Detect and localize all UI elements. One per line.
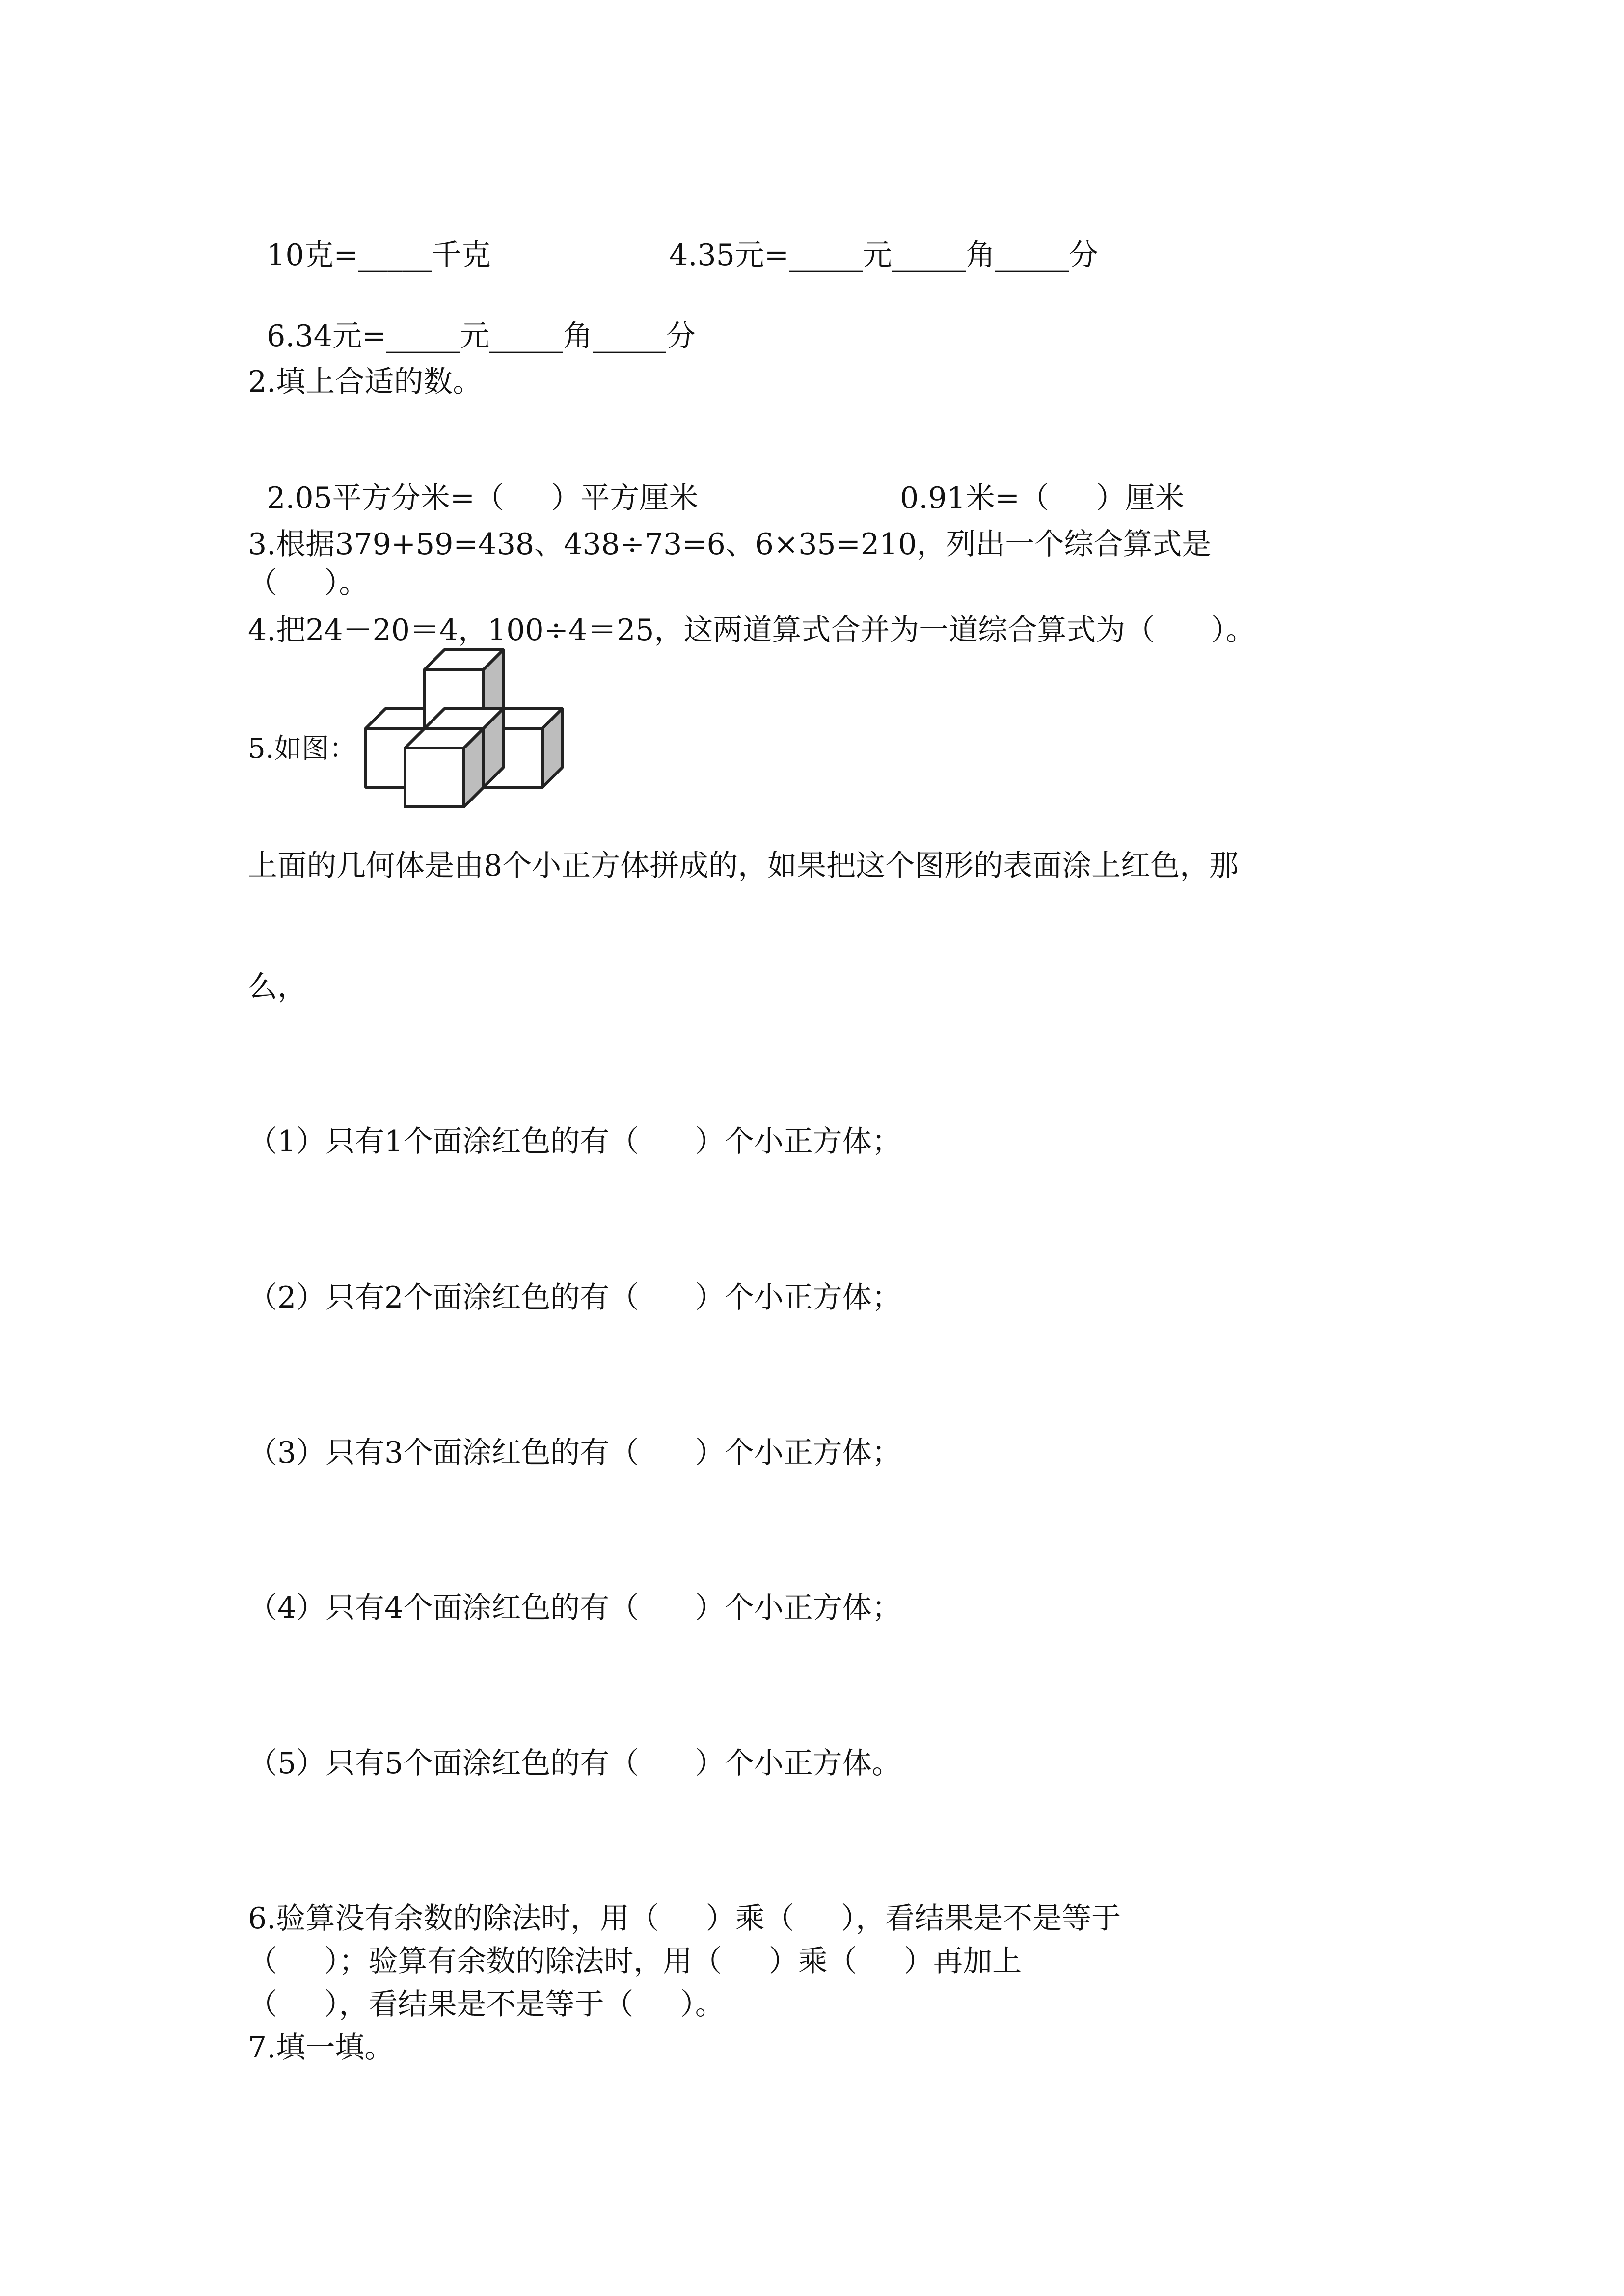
yuan-435: 4.35元=_____元_____角_____分 xyxy=(669,238,1099,272)
question-5-item-1: （1）只有1个面涂红色的有（ ）个小正方体； xyxy=(248,1124,901,1159)
yuan-634: 6.34元=_____元_____角_____分 xyxy=(267,319,696,353)
grams-to-kg: 10克=_____千克 xyxy=(267,238,491,272)
cube-front-face xyxy=(405,748,464,807)
question-5-item-5: （5）只有5个面涂红色的有（ ）个小正方体。 xyxy=(248,1746,901,1781)
question-3-line-1: 3.根据379+59=438、438÷73=6、6×35=210，列出一个综合算式是 xyxy=(248,527,1212,561)
question-5-text-line-1: 上面的几何体是由8个小正方体拼成的，如果把这个图形的表面涂上红色，那 xyxy=(248,849,1239,883)
question-2b: 0.91米=（ ）厘米 xyxy=(900,481,1185,515)
question-6-line-2: （ ）；验算有余数的除法时，用（ ）乘（ ）再加上 xyxy=(248,1944,1022,1978)
question-4: 4.把24－20＝4，100÷4＝25，这两道算式合并为一道综合算式为（ ）。 xyxy=(248,613,1255,647)
question-5-label: 5.如图： xyxy=(248,733,357,765)
question-2-title: 2.填上合适的数。 xyxy=(248,365,483,399)
question-5-item-4: （4）只有4个面涂红色的有（ ）个小正方体； xyxy=(248,1591,901,1625)
question-6-line-1: 6.验算没有余数的除法时，用（ ）乘（ ），看结果是不是等于 xyxy=(248,1901,1121,1936)
question-3-line-2: （ ）。 xyxy=(248,566,369,600)
question-2a: 2.05平方分米=（ ）平方厘米 xyxy=(267,481,699,515)
question-5-text-line-2: 么， xyxy=(248,970,307,1004)
question-6-line-3: （ ），看结果是不是等于（ ）。 xyxy=(248,1987,725,2022)
question-5-item-2: （2）只有2个面涂红色的有（ ）个小正方体； xyxy=(248,1281,901,1315)
question-5-item-3: （3）只有3个面涂红色的有（ ）个小正方体； xyxy=(248,1436,901,1470)
question-7-title: 7.填一填。 xyxy=(248,2030,394,2065)
